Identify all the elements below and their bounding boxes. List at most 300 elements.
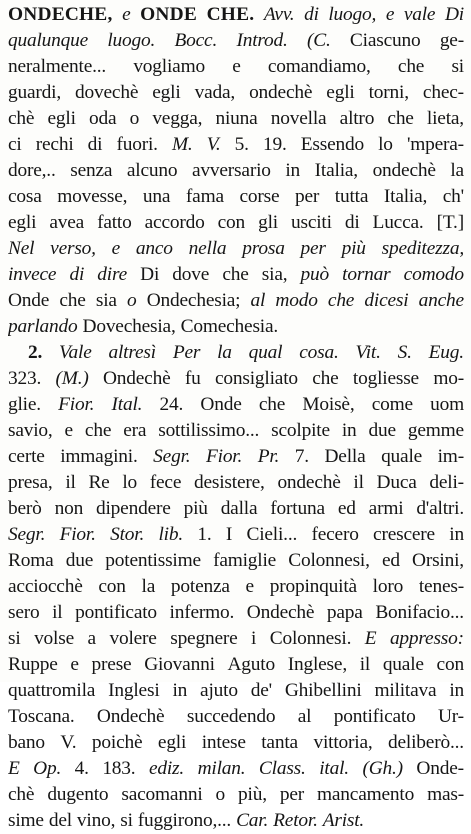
word: Re: [88, 472, 110, 493]
word: glie.: [8, 394, 41, 415]
word: parlando: [8, 316, 78, 337]
word: novella: [270, 108, 327, 129]
text-line: [8, 210, 464, 236]
word: cosa.: [299, 342, 339, 363]
word: Retor.: [273, 810, 318, 831]
word: lo: [378, 134, 393, 155]
word: Lucca.: [372, 212, 424, 233]
word: egli: [157, 732, 187, 753]
word: in: [449, 524, 464, 545]
word: Comechesia.: [180, 316, 279, 337]
word: Op.: [33, 758, 62, 779]
word: Onde: [8, 290, 50, 311]
word: potenza: [170, 576, 230, 597]
word: fecero: [311, 524, 359, 545]
word: Della: [324, 446, 366, 467]
word: il: [353, 472, 364, 493]
word: fuggirono,...: [137, 810, 232, 831]
word: lieta,: [426, 108, 464, 129]
word: dire: [97, 264, 127, 285]
word: Di: [444, 4, 464, 25]
word: Ghibellini: [284, 680, 362, 701]
word: scolpite: [271, 420, 330, 441]
word: ch': [442, 186, 464, 207]
word: sime: [8, 810, 44, 831]
word: la: [141, 576, 156, 597]
word: ondechè: [277, 472, 341, 493]
word: acciocchè: [8, 576, 83, 597]
word: militava: [374, 680, 437, 701]
word: certe: [8, 446, 45, 467]
word: fece: [149, 472, 182, 493]
word: che: [59, 290, 86, 311]
word: vittoria,: [313, 732, 373, 753]
word: Moisè,: [302, 394, 355, 415]
word: pontificato: [333, 706, 416, 727]
text-line: [8, 782, 464, 808]
word: Ondechè: [102, 368, 171, 389]
word: comandiamo,: [267, 56, 371, 77]
word: 19.: [262, 134, 287, 155]
word: armi: [368, 498, 404, 519]
word: dicesi: [364, 290, 409, 311]
word: e: [245, 576, 254, 597]
word: Fior.: [59, 524, 96, 545]
word: egli: [152, 82, 181, 103]
word: Ruppe: [8, 654, 58, 675]
word: E: [364, 628, 377, 649]
word: quattromila: [8, 680, 96, 701]
word: im-: [437, 446, 464, 467]
word: per: [295, 186, 320, 207]
word: tenes-: [418, 576, 464, 597]
word: dovechè: [75, 82, 139, 103]
word: Bocc.: [174, 30, 218, 51]
word: che: [387, 108, 414, 129]
word: deliberò...: [388, 732, 464, 753]
word: egli: [326, 82, 355, 103]
word: ed: [381, 550, 400, 571]
word: Fior.: [205, 446, 243, 467]
word: per: [300, 238, 326, 259]
word: mas-: [427, 784, 464, 805]
word: Cieli...: [246, 524, 298, 545]
word: e: [232, 56, 241, 77]
word: non: [54, 498, 84, 519]
word: lo: [122, 472, 138, 493]
text-line: [8, 496, 464, 522]
word: torni,: [368, 82, 409, 103]
word: 7.: [294, 446, 309, 467]
word: V.: [206, 134, 221, 155]
word: fu: [184, 368, 201, 389]
word: Italia,: [383, 186, 428, 207]
word: Ondechè: [96, 706, 165, 727]
word: presa,: [8, 472, 53, 493]
text-line: [8, 704, 464, 730]
text-line: [8, 262, 464, 288]
word: qualunque: [8, 30, 89, 51]
word: togliesse: [352, 368, 419, 389]
word: il: [65, 472, 76, 493]
word: Orsini,: [412, 550, 464, 571]
word: Di: [140, 264, 160, 285]
word: mancamento: [317, 784, 415, 805]
word: M.: [171, 134, 193, 155]
word: si: [451, 56, 464, 77]
word: sottilissimo...: [158, 420, 260, 441]
word: neralmente...: [8, 56, 107, 77]
word: che: [327, 290, 355, 311]
word: vada,: [194, 82, 236, 103]
word: che: [397, 56, 425, 77]
word: ondechè: [372, 160, 436, 181]
word: propinquità: [269, 576, 357, 597]
word: desistere,: [194, 472, 265, 493]
word: deli-: [429, 472, 464, 493]
word: dugento: [47, 784, 109, 805]
word: V.: [60, 732, 77, 753]
text-line: [8, 340, 464, 366]
word: loro: [372, 576, 404, 597]
word: il: [52, 602, 63, 623]
word: senza: [70, 160, 113, 181]
word: Segr.: [8, 524, 46, 545]
word: luogo.: [107, 30, 156, 51]
word: Roma: [8, 550, 54, 571]
word: fuori.: [116, 134, 158, 155]
text-line: [8, 574, 464, 600]
word: in: [341, 420, 357, 441]
word: che: [222, 264, 249, 285]
word: la: [450, 160, 464, 181]
word: Nel: [8, 238, 35, 259]
text-line: [8, 366, 464, 392]
word: quale: [382, 654, 424, 675]
word: sia,: [261, 264, 288, 285]
word: e: [64, 420, 73, 441]
word: vino,: [76, 810, 116, 831]
word: savio,: [8, 420, 53, 441]
text-line: [8, 184, 464, 210]
word: Class.: [258, 758, 306, 779]
word: pontificato: [75, 602, 157, 623]
word: altresì: [108, 342, 156, 363]
text-line: [8, 652, 464, 678]
word: papa: [326, 602, 363, 623]
word: Ital.: [111, 394, 143, 415]
text-line: [8, 756, 464, 782]
word: Per: [172, 342, 201, 363]
word: accordo: [144, 212, 205, 233]
entry-headword: ONDECHE,: [8, 4, 113, 25]
text-line: [8, 132, 464, 158]
word: del: [48, 810, 72, 831]
word: 4.: [74, 758, 89, 779]
word: era: [123, 420, 147, 441]
word: al: [250, 290, 266, 311]
word: Stor.: [110, 524, 145, 545]
text-line: [8, 314, 464, 340]
word: egli: [8, 212, 37, 233]
word: vegga,: [152, 108, 203, 129]
word: Bonifacio...: [375, 602, 464, 623]
word: lib.: [158, 524, 184, 545]
word: per: [279, 784, 305, 805]
word: S.: [397, 342, 412, 363]
word: niuna: [215, 108, 258, 129]
word: prese: [91, 654, 132, 675]
word: una: [142, 186, 171, 207]
word: Car.: [236, 810, 269, 831]
word: poichè: [91, 732, 143, 753]
word: si: [120, 810, 133, 831]
word: I: [225, 524, 233, 545]
word: volere: [109, 628, 157, 649]
text-line: [8, 236, 464, 262]
word: in: [172, 680, 188, 701]
word: Ur-: [438, 706, 464, 727]
word: modo: [275, 290, 318, 311]
word: verso,: [50, 238, 96, 259]
word: crescere: [373, 524, 435, 545]
word: chec-: [422, 82, 464, 103]
word: e: [70, 654, 79, 675]
word: in: [449, 680, 464, 701]
word: Pr.: [257, 446, 280, 467]
word: al: [297, 706, 312, 727]
word: cosa: [8, 186, 42, 207]
word: prosa: [242, 238, 285, 259]
word: tutta: [334, 186, 369, 207]
word: o: [127, 290, 137, 311]
word: che: [312, 368, 339, 389]
word: altro: [339, 108, 375, 129]
word: Colonnesi.: [269, 628, 352, 649]
word: fatto: [97, 212, 132, 233]
word: sia: [95, 290, 117, 311]
word: rechi: [35, 134, 74, 155]
word: Essendo: [300, 134, 364, 155]
word: i: [251, 628, 257, 649]
word: intese: [201, 732, 246, 753]
word: mo-: [433, 368, 464, 389]
word: infermo.: [169, 602, 235, 623]
word: volse: [34, 628, 74, 649]
word: ondechè: [249, 82, 313, 103]
word: anco: [135, 238, 173, 259]
word: qual: [248, 342, 283, 363]
word: Vit.: [355, 342, 381, 363]
word: Dovechesia,: [82, 316, 176, 337]
text-line: [8, 106, 464, 132]
text-line: [8, 470, 464, 496]
text-line: [8, 158, 464, 184]
text-line: [8, 54, 464, 80]
word: 5.: [234, 134, 249, 155]
text-line: [8, 626, 464, 652]
word: potentissime: [105, 550, 201, 571]
word: consigliato: [214, 368, 298, 389]
word: luogo,: [328, 4, 377, 25]
word: gemme: [407, 420, 464, 441]
word: (C.: [306, 30, 331, 51]
text-line: [8, 730, 464, 756]
word: a: [87, 628, 96, 649]
word: Onde-: [416, 758, 464, 779]
text-line: [8, 2, 464, 28]
word: di: [87, 134, 103, 155]
word: due: [368, 420, 396, 441]
word: di: [69, 264, 85, 285]
word: alcuno: [126, 160, 178, 181]
word: sero: [8, 602, 40, 623]
word: Onde: [200, 394, 242, 415]
word: spegnere: [170, 628, 238, 649]
word: e: [122, 4, 131, 25]
word: dalla: [220, 498, 258, 519]
text-line: [8, 522, 464, 548]
text-line: [8, 28, 464, 54]
word: dipendere: [96, 498, 171, 519]
word: Giovanni: [144, 654, 215, 675]
word: (M.): [55, 368, 89, 389]
word: Ciascuno: [349, 30, 421, 51]
word: de': [250, 680, 272, 701]
word: usciti: [290, 212, 332, 233]
word: la: [217, 342, 232, 363]
word: Avv.: [263, 4, 295, 25]
text-line: [8, 392, 464, 418]
word: più: [183, 498, 208, 519]
word: gli: [258, 212, 278, 233]
word: famiglie: [213, 550, 277, 571]
word: più: [341, 238, 366, 259]
word: o: [215, 784, 226, 805]
word: Italia,: [314, 160, 358, 181]
word: e: [385, 4, 395, 25]
word: Aguto: [227, 654, 275, 675]
word: Fior.: [58, 394, 95, 415]
word: uom: [430, 394, 464, 415]
word: avea: [49, 212, 85, 233]
word: immagini.: [60, 446, 138, 467]
word: ge-: [439, 30, 464, 51]
word: succedendo: [186, 706, 276, 727]
word: 2.: [28, 342, 43, 363]
word: movesse,: [57, 186, 128, 207]
word: E: [8, 758, 20, 779]
word: berò: [8, 498, 42, 519]
word: fama: [185, 186, 224, 207]
word: tanta: [261, 732, 298, 753]
word: in: [285, 160, 301, 181]
word: può: [300, 264, 330, 285]
word: Duca: [376, 472, 417, 493]
word: fortuna: [270, 498, 325, 519]
word: più,: [238, 784, 267, 805]
word: 323.: [8, 368, 42, 389]
word: nella: [188, 238, 227, 259]
word: con: [436, 654, 464, 675]
word: egli: [47, 108, 76, 129]
word: ital.: [319, 758, 349, 779]
word: ediz.: [148, 758, 185, 779]
word: ci: [8, 134, 22, 155]
word: ed: [337, 498, 356, 519]
word: appresso:: [389, 628, 464, 649]
text-line: [8, 808, 464, 834]
word: come: [371, 394, 413, 415]
word: Eug.: [428, 342, 464, 363]
word: d'altri.: [416, 498, 464, 519]
word: bano: [8, 732, 45, 753]
word: CHE.: [206, 4, 255, 25]
word: Colonnesi,: [288, 550, 370, 571]
word: Arist.: [322, 810, 365, 831]
word: con: [217, 212, 246, 233]
word: tornar: [342, 264, 391, 285]
word: e: [111, 238, 121, 259]
word: si: [8, 628, 21, 649]
word: il: [359, 654, 371, 675]
word: due: [65, 550, 94, 571]
word: vogliamo: [133, 56, 205, 77]
word: dore,..: [8, 160, 56, 181]
word: Inglese,: [287, 654, 347, 675]
word: di: [344, 212, 360, 233]
word: Toscana.: [8, 706, 75, 727]
word: Segr.: [153, 446, 191, 467]
word: ONDE: [140, 4, 197, 25]
word: 24.: [159, 394, 184, 415]
word: avversario: [192, 160, 271, 181]
word: Ondechesia;: [146, 290, 241, 311]
word: corse: [239, 186, 280, 207]
text-line: [8, 288, 464, 314]
word: 1.: [197, 524, 212, 545]
word: con: [98, 576, 126, 597]
word: comodo: [403, 264, 464, 285]
text-line: [8, 80, 464, 106]
word: oda: [89, 108, 117, 129]
word: guardi,: [8, 82, 61, 103]
word: che: [258, 394, 286, 415]
word: 'mpera-: [406, 134, 464, 155]
text-line: [8, 548, 464, 574]
word: chè: [8, 108, 35, 129]
word: Ondechè: [246, 602, 315, 623]
word: che: [84, 420, 112, 441]
word: (Gh.): [362, 758, 403, 779]
word: Inglesi: [108, 680, 160, 701]
word: Introd.: [236, 30, 288, 51]
word: sacomanni: [121, 784, 203, 805]
word: [T.]: [436, 212, 464, 233]
word: invece: [8, 264, 57, 285]
word: quale: [381, 446, 423, 467]
word: di: [304, 4, 319, 25]
text-line: [8, 444, 464, 470]
text-line: [8, 600, 464, 626]
word: anche: [418, 290, 464, 311]
text-line: [8, 418, 464, 444]
word: dove: [172, 264, 210, 285]
word: Vale: [59, 342, 92, 363]
word: vale: [403, 4, 436, 25]
word: speditezza,: [381, 238, 464, 259]
word: milan.: [197, 758, 246, 779]
